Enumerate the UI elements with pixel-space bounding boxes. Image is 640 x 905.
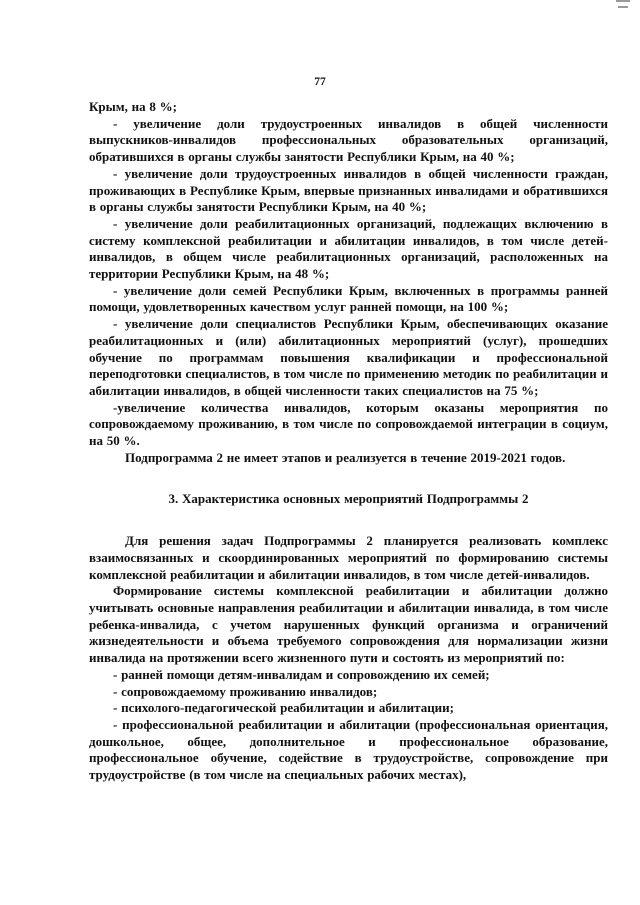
list-item: - увеличение доли реабилитационных организаций, подлежащих включению в систему комплексной реабилитации и абилитации инвалидов, в том числе детей-инвалидов, в общем числе реабилитационных организаций, расположенных на территории Республики Крым, на 48 %; (89, 215, 608, 282)
page-number: 77 (314, 76, 326, 88)
list-item: - увеличение доли специалистов Республики Крым, обеспечивающих оказание реабилитационных и (или) абилитационных мероприятий (услуг), прошедших обучение по программам повышения квалификации и профессиональной переподготовки специалистов, в том числе по применению методик по реабилитации и абилитации инвалидов, в общей численности таких специалистов на 75 %; (89, 316, 608, 398)
section-heading: 3. Характеристика основных мероприятий Подпрограммы 2 (168, 491, 529, 507)
paragraph: Подпрограмма 2 не имеет этапов и реализуется в течение 2019-2021 годов. (125, 449, 566, 465)
list-item: - профессиональной реабилитации и абилитации (профессиональная ориентация, дошкольное, общее, дополнительное и профессиональное образование, профессиональное обучение, содействие в трудоустройстве, сопровождение при трудоустройстве (в том числе на специальных рабочих местах), (89, 716, 608, 783)
list-item: - увеличение доли семей Республики Крым, включенных в программы ранней помощи, удовлетворенных качеством услуг ранней помощи, на 100 %; (89, 282, 608, 315)
scan-artifact (618, 6, 628, 8)
list-item: -увеличение количества инвалидов, которым оказаны мероприятия по сопровождаемому проживанию, в том числе по сопровождаемой интеграции в социум, на 50 %. (89, 399, 608, 449)
list-item: - ранней помощи детям-инвалидам и сопровождению их семей; (113, 666, 490, 682)
paragraph: Формирование системы комплексной реабилитации и абилитации должно учитывать основные направления реабилитации и абилитации инвалида, в том числе ребенка-инвалида, с учетом нарушенных функций организма и ограничений жизнедеятельности и объема требуемого сопровождения для нормализации жизни инвалида на протяжении всего жизненного пути и состоять из мероприятий по: (89, 583, 608, 666)
paragraph: Для решения задач Подпрограммы 2 планируется реализовать комплекс взаимосвязанных и скоординированных мероприятий по формированию системы комплексной реабилитации и абилитации инвалидов, в том числе детей-инвалидов. (89, 533, 608, 582)
scan-artifact (616, 0, 630, 2)
list-item: - психолого-педагогической реабилитации и абилитации; (113, 700, 454, 716)
list-item: - увеличение доли трудоустроенных инвалидов в общей численности выпускников-инвалидов профессиональных образовательных организаций, обратившихся в органы службы занятости Республики Крым, на 40 %; (89, 115, 608, 165)
list-item: - сопровождаемому проживанию инвалидов; (113, 683, 378, 699)
document-body (89, 99, 608, 784)
paragraph-continuation: Крым, на 8 %; (89, 99, 177, 114)
list-item: - увеличение доли трудоустроенных инвалидов в общей численности граждан, проживающих в Республике Крым, впервые признанных инвалидами и обратившихся в органы службы занятости Республики Крым, на 40 %; (89, 165, 608, 215)
